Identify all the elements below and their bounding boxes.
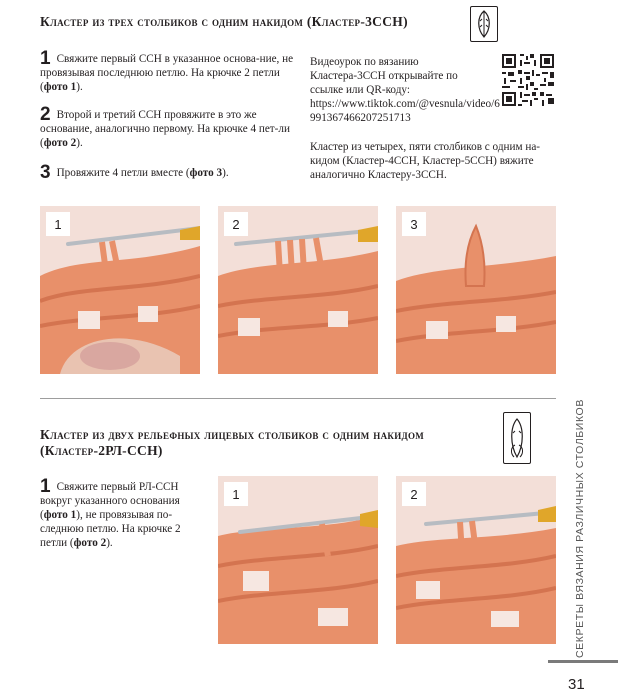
footer-bar <box>548 660 618 663</box>
cluster-3-dc-symbol-icon <box>470 6 498 42</box>
video-link[interactable]: https://www.tiktok.com/@vesnula/video/6991367466207251713 <box>310 98 500 124</box>
section-2-title-line-1: Кластер из двух рельефных лицевых столбиков с одним накидом <box>40 427 425 442</box>
photo-3-label: 3 <box>402 212 426 236</box>
photo-2-1-label: 1 <box>224 482 248 506</box>
photo-2-label: 2 <box>224 212 248 236</box>
section-1-step-1: 1 Свяжите первый ССН в указанное основа-ние, не провязывая последнюю петлю. На крючке 2 петли (фото 1). <box>40 48 294 93</box>
photo-2-2 <box>396 476 556 644</box>
sidebar-chapter-title: СЕКРЕТЫ ВЯЗАНИЯ РАЗЛИЧНЫХ СТОЛБИКОВ <box>574 399 586 658</box>
section-1-title: Кластер из трех столбиков с одним накидом (Кластер-3ССН) <box>40 14 408 29</box>
section-1-step-2: 2 Второй и третий ССН провяжите в это же основание, аналогично первому. На крючке 4 пет-ли (фото 2). <box>40 104 290 149</box>
section-1-step-3: 3 Провяжите 4 петли вместе (фото 3). <box>40 162 229 183</box>
photo-1 <box>40 206 200 374</box>
photo-2 <box>218 206 378 374</box>
cluster-2-fpdc-symbol-icon <box>503 412 531 464</box>
video-lesson-text: Видеоурок по вязанию Кластера-3ССН открывайте по ссылке или QR-коду: <box>310 56 458 96</box>
cluster-note: Кластер из четырех, пяти столбиков с одним на-кидом (Кластер-4ССН, Кластер-5ССН) вяжите аналогично Кластеру-3ССН. <box>310 141 541 181</box>
photo-1-label: 1 <box>46 212 70 236</box>
photo-3 <box>396 206 556 374</box>
section-2-step-1: 1 Свяжите первый РЛ-ССН вокруг указанного основания (фото 1), не провязывая по-следнюю петлю. На крючке 2 петли (фото 2). <box>40 476 181 549</box>
section-2-title <box>40 427 500 459</box>
photo-2-1 <box>218 476 378 644</box>
page-number: 31 <box>568 676 585 693</box>
photo-2-2-label: 2 <box>402 482 426 506</box>
section-divider <box>40 398 556 399</box>
section-2-title-line-2: (Кластер-2РЛ-ССН) <box>40 443 163 458</box>
qr-code-icon[interactable] <box>500 52 556 108</box>
